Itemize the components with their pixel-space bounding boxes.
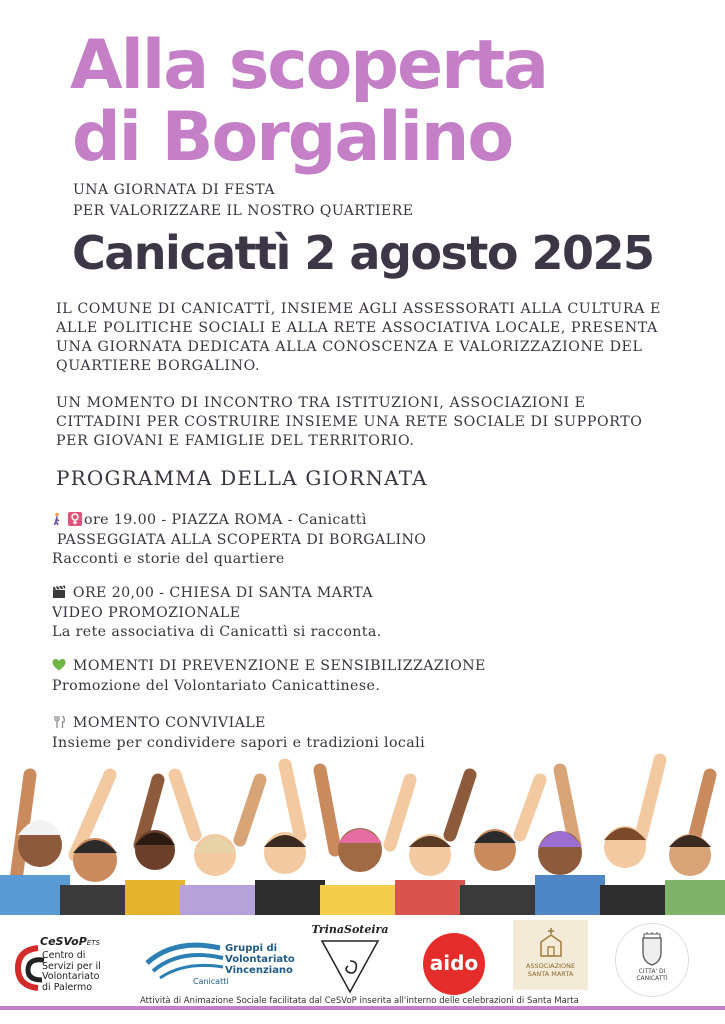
- gruppi-line: Volontariato: [225, 954, 295, 965]
- green-heart-icon: [52, 658, 66, 672]
- wave-emblem-icon: [145, 933, 225, 983]
- event-title: MOMENTI DI PREVENZIONE E SENSIBILIZZAZIONE: [72, 658, 486, 674]
- triskelion-icon: [320, 939, 380, 994]
- intro-line: ALLE POLITICHE SOCIALI E ALLA RETE ASSOCIATIVA LOCALE, PRESENTA: [56, 320, 658, 336]
- cesvop-line: Servizi per il: [42, 960, 101, 972]
- church-icon: [535, 926, 567, 958]
- title-line-2: di Borgalino: [72, 98, 513, 177]
- crowd-illustration: [0, 735, 725, 915]
- event-time-place: ore 19.00 - PIAZZA ROMA - Canicattì: [84, 512, 367, 528]
- footer-note: Attività di Animazione Sociale facilitata dal CeSVoP inserita all'interno delle celebrazioni di Santa Marta: [140, 996, 579, 1006]
- event-description: La rete associativa di Canicattì si racconta.: [52, 624, 382, 640]
- subtitle-line-1: UNA GIORNATA DI FESTA: [73, 182, 275, 198]
- santa-marta-line: ASSOCIAZIONE: [525, 962, 576, 970]
- aido-name: aido: [429, 951, 479, 975]
- fork-knife-icon: [52, 715, 66, 729]
- cesvop-logo: [10, 935, 140, 1005]
- program-event-1: [52, 511, 426, 570]
- event-date: Canicattì 2 agosto 2025: [72, 226, 654, 280]
- santa-marta-line: SANTA MARTA: [527, 970, 574, 978]
- cesvop-ets: ETS: [86, 939, 100, 947]
- subtitle-line-2: PER VALORIZZARE IL NOSTRO QUARTIERE: [73, 203, 414, 219]
- program-event-2: [52, 584, 382, 643]
- intro-line: UN MOMENTO DI INCONTRO TRA ISTITUZIONI, ASSOCIAZIONI E: [56, 395, 586, 411]
- gruppi-city: Canicatti: [193, 977, 229, 986]
- cesvop-line: Centro di: [42, 950, 86, 961]
- intro-line: CITTADINI PER COSTRUIRE INSIEME UNA RETE SOCIALE DI SUPPORTO: [56, 414, 643, 430]
- walking-person-icon: [52, 512, 66, 526]
- event-description: Racconti e storie del quartiere: [52, 551, 285, 567]
- citta-line: CITTA' DI: [638, 968, 666, 975]
- aido-logo: [423, 933, 485, 995]
- gruppi-line: Gruppi di: [225, 943, 278, 954]
- gruppi-vincenziano-logo: [145, 933, 295, 993]
- footer-accent-line: [0, 1006, 725, 1010]
- female-sign-icon: [68, 512, 82, 526]
- event-title: VIDEO PROMOZIONALE: [52, 604, 241, 621]
- intro-line: PER GIOVANI E FAMIGLIE DEL TERRITORIO.: [56, 433, 415, 449]
- title-line-1: Alla scoperta: [70, 26, 548, 105]
- citta-line: CANICATTÌ: [636, 975, 668, 982]
- coat-of-arms-icon: [640, 932, 664, 966]
- cesvop-line: di Palermo: [42, 981, 93, 993]
- trinasoteira-logo: [305, 923, 395, 998]
- cesvop-line: Volontariato: [42, 971, 100, 982]
- event-title: PASSEGGIATA ALLA SCOPERTA DI BORGALINO: [52, 531, 427, 548]
- intro-line: UNA GIORNATA DEDICATA ALLA CONOSCENZA E VALORIZZAZIONE DEL: [56, 339, 643, 355]
- event-description: Promozione del Volontariato Canicattinese.: [52, 677, 381, 694]
- event-title: MOMENTO CONVIVIALE: [72, 715, 266, 731]
- event-time-place: ORE 20,00 - CHIESA DI SANTA MARTA: [72, 585, 373, 601]
- program-title: PROGRAMMA DELLA GIORNATA: [56, 466, 428, 490]
- santa-marta-logo: [513, 920, 588, 990]
- gruppi-line: Vincenziano: [225, 965, 293, 976]
- citta-canicatti-logo: [615, 923, 689, 997]
- intro-line: IL COMUNE DI CANICATTÌ, INSIEME AGLI ASSESSORATI ALLA CULTURA E: [56, 301, 662, 317]
- clapperboard-icon: [52, 585, 66, 599]
- event-description: Insieme per condividere sapori e tradizioni locali: [52, 734, 426, 751]
- program-event-3: [52, 657, 486, 696]
- intro-paragraph-2: [56, 394, 676, 451]
- intro-paragraph-1: [56, 300, 676, 376]
- cesvop-name: CeSVoP: [40, 935, 87, 948]
- intro-line: QUARTIERE BORGALINO.: [56, 358, 261, 374]
- trinasoteira-name: TrinaSoteira: [311, 923, 389, 936]
